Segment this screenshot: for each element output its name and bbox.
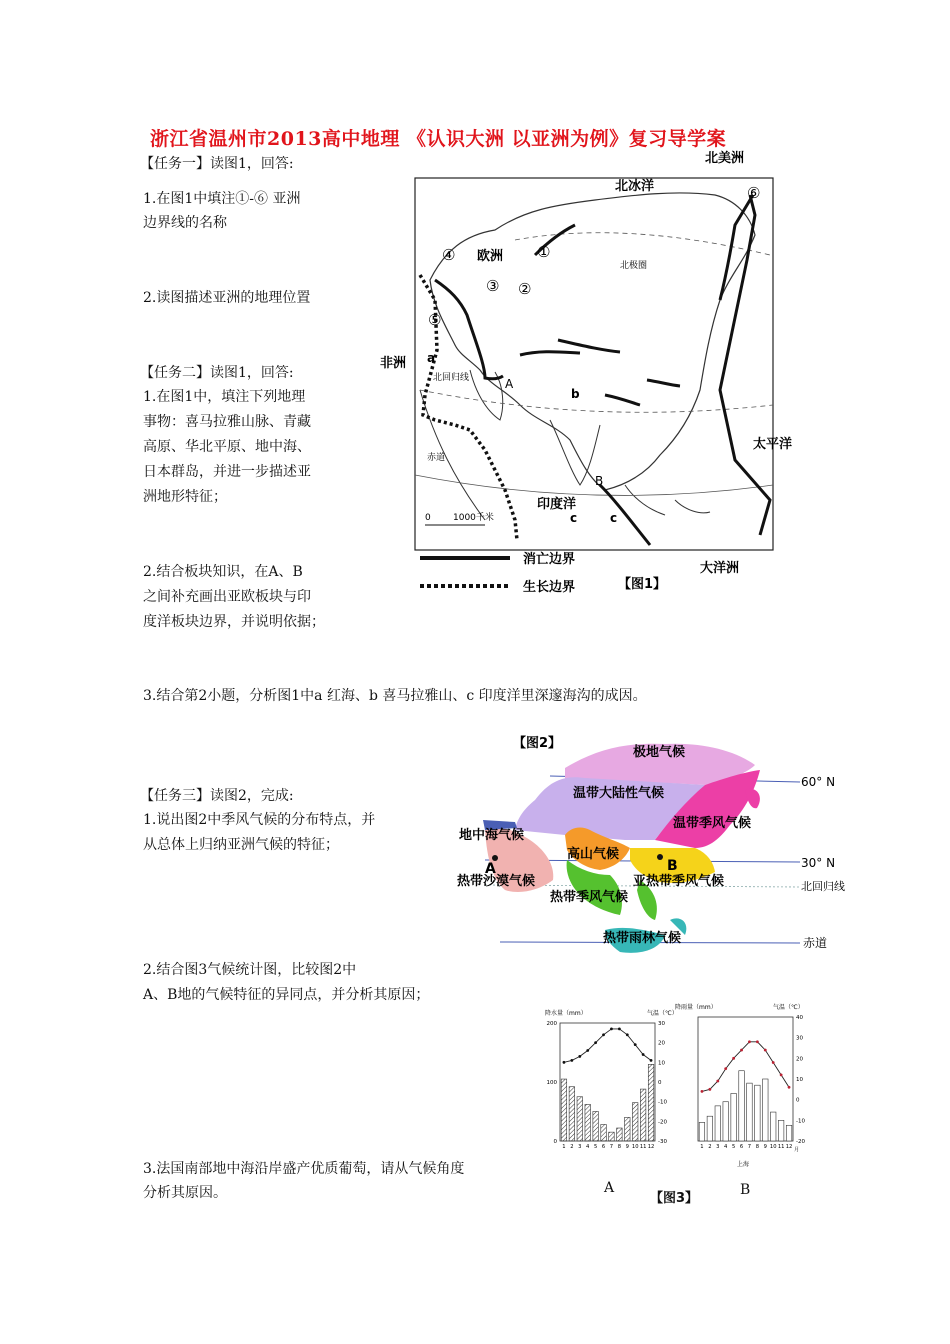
temp-tick-label: 10: [796, 1077, 803, 1083]
fig3-label-b: B: [740, 1182, 751, 1198]
temperature-line: [564, 1029, 651, 1062]
temp-tick-label: -10: [658, 1099, 667, 1106]
temp-tick-label: 40: [796, 1015, 803, 1021]
temperature-point: [748, 1040, 751, 1043]
figure-1-map: [375, 140, 795, 600]
point-b: B: [595, 474, 604, 488]
precip-bar: [569, 1087, 575, 1141]
month-tick-label: 11: [639, 1144, 647, 1150]
scale-zero: 0: [425, 513, 431, 523]
temp-tick-label: 0: [658, 1080, 662, 1086]
month-tick-label: 10: [631, 1144, 639, 1150]
figure-2-map: [455, 730, 845, 965]
temperature-point: [724, 1067, 727, 1070]
task2-q3: 3.结合第2小题，分析图1中a 红海、b 喜马拉雅山、c 印度洋里深邃海沟的成因。: [143, 688, 647, 704]
precip-tick-label: 0: [553, 1139, 557, 1145]
month-tick-label: 2: [570, 1144, 574, 1150]
temperature-point: [788, 1086, 791, 1089]
temperature-point: [578, 1055, 581, 1058]
temp-tick-label: -30: [658, 1139, 667, 1145]
month-tick-label: 5: [593, 1144, 598, 1150]
africa-label: 非洲: [380, 356, 407, 371]
precip-bar: [617, 1128, 623, 1141]
task2-q1-line: 日本群岛，并进一步描述亚: [143, 464, 311, 480]
tropic-label: 北回归线: [433, 373, 470, 383]
month-tick-label: 11: [777, 1144, 785, 1150]
precip-bar: [625, 1117, 631, 1141]
marker-3: ③: [486, 277, 500, 295]
task2-q1-line: 事物：喜马拉雅山脉、青藏: [143, 414, 311, 430]
figure-3-caption: 【图3】: [650, 1191, 699, 1206]
climate-chart-b: [675, 1003, 805, 1168]
temp-tick-label: 0: [796, 1097, 800, 1104]
task1-q2: 2.读图描述亚洲的地理位置: [143, 290, 311, 306]
precip-bar: [601, 1124, 607, 1141]
precip-tick-label: 100: [546, 1080, 557, 1086]
chart-a-temp-label: 气温（℃）: [647, 1010, 678, 1017]
task2-q1-line: 高原、华北平原、地中海、: [143, 439, 311, 455]
oceania-label: 大洋洲: [700, 561, 740, 576]
temperature-point: [618, 1028, 621, 1031]
month-tick-label: 5: [731, 1144, 736, 1150]
month-tick-label: 6: [739, 1144, 744, 1150]
temp-tick-label: 10: [658, 1060, 665, 1067]
month-tick-label: 7: [747, 1144, 752, 1150]
task3-q2-line: A、B地的气候特征的异同点，并分析其原因；: [143, 987, 430, 1003]
temp-tick-label: 20: [658, 1040, 665, 1047]
lat60-label: 60° N: [801, 775, 836, 789]
climate-chart-a: [545, 1009, 678, 1150]
marker-5: ⑤: [428, 311, 442, 329]
precip-bar: [747, 1083, 753, 1141]
temperature-point: [701, 1090, 704, 1093]
tropic-label: 北回归线: [801, 880, 845, 893]
task2-q1-line: 1.在图1中，填注下列地理: [143, 389, 306, 405]
point-a-label: A: [485, 861, 496, 877]
task2-heading: 【任务二】读图1，回答:: [140, 365, 294, 381]
precip-bar: [609, 1132, 615, 1141]
temp-tick-label: 20: [796, 1056, 803, 1063]
precip-bar: [593, 1112, 599, 1142]
precip-bar: [707, 1116, 713, 1141]
label-b: b: [571, 387, 580, 401]
temperature-point: [740, 1049, 743, 1052]
precip-bar: [786, 1125, 792, 1141]
temp-tick-label: 30: [658, 1021, 665, 1027]
task2-q1-line: 洲地形特征；: [143, 489, 227, 505]
equator-label: 赤道: [803, 936, 828, 950]
task2-q2-line: 2.结合板块知识，在A、B: [143, 564, 303, 580]
month-tick-label: 12: [785, 1144, 793, 1150]
task2-q2-line: 度洋板块边界，并说明依据；: [143, 614, 325, 630]
legend-growth: 生长边界: [523, 580, 576, 595]
tropical-monsoon-label: 热带季风气候: [550, 890, 629, 905]
pacific-label: 太平洋: [753, 437, 793, 452]
month-tick-label: 4: [724, 1144, 728, 1150]
task3-q1-line: 从总体上归纳亚洲气候的特征；: [143, 837, 339, 853]
month-tick-label: 3: [578, 1144, 582, 1150]
temperature-point: [772, 1061, 775, 1064]
temperature-point: [708, 1088, 711, 1091]
map-frame: [415, 178, 773, 550]
europe-label: 欧洲: [477, 249, 504, 264]
temperature-point: [780, 1073, 783, 1076]
label-a: a: [427, 351, 436, 365]
chart-b-station: 上海: [737, 1161, 750, 1168]
precip-tick-label: 200: [546, 1021, 557, 1027]
temperature-point: [570, 1059, 573, 1062]
task3-heading: 【任务三】读图2，完成:: [140, 788, 294, 804]
month-tick-label: 2: [708, 1144, 712, 1150]
task3-q1-line: 1.说出图2中季风气候的分布特点，并: [143, 812, 376, 828]
task2-q2-line: 之间补充画出亚欧板块与印: [143, 589, 311, 605]
month-tick-label: 12: [647, 1144, 655, 1150]
precip-bar: [699, 1122, 705, 1141]
task3-q3-line: 分析其原因。: [143, 1185, 227, 1201]
precip-bar: [715, 1106, 721, 1141]
month-tick-label: 6: [601, 1144, 606, 1150]
temperature-point: [610, 1028, 613, 1031]
temperature-point: [716, 1080, 719, 1083]
month-tick-label: 1: [700, 1144, 704, 1150]
temperature-point: [626, 1033, 629, 1036]
equator-label: 赤道: [427, 453, 446, 463]
desert-label: 热带沙漠气候: [457, 874, 536, 889]
temperature-point: [764, 1049, 767, 1052]
polar-label: 极地气候: [633, 745, 686, 760]
figure-3-charts: [535, 1003, 815, 1168]
month-tick-label: 10: [769, 1144, 777, 1150]
fig3-label-a: A: [604, 1180, 615, 1196]
figure-1-caption: 【图1】: [618, 577, 667, 592]
temperature-point: [594, 1041, 597, 1044]
precip-bar: [763, 1079, 769, 1141]
continental-label: 温带大陆性气候: [573, 786, 665, 801]
temp-tick-label: -20: [658, 1119, 667, 1126]
mediterranean-label: 地中海气候: [459, 828, 525, 843]
marker-4: ④: [442, 246, 456, 264]
temp-tick-label: -10: [796, 1118, 805, 1125]
precip-bar: [648, 1064, 654, 1141]
temp-tick-label: -20: [796, 1139, 805, 1145]
highland-label: 高山气候: [567, 847, 620, 862]
marker-2: ②: [518, 280, 532, 298]
precip-bar: [770, 1112, 776, 1141]
precip-bar: [755, 1085, 761, 1141]
scale-label: 1000千米: [453, 513, 494, 523]
month-tick-label: 9: [625, 1144, 629, 1150]
temperature-point: [586, 1049, 589, 1052]
chart-a-precip-label: 降水量（mm）: [545, 1010, 587, 1017]
month-tick-label: 1: [562, 1144, 566, 1150]
chart-b-precip-label: 降雨量（mm）: [675, 1004, 717, 1011]
marker-1: ①: [537, 243, 551, 261]
indian-ocean-label: 印度洋: [537, 497, 577, 512]
point-b-label: B: [667, 858, 678, 874]
precip-bar: [640, 1089, 646, 1141]
precip-bar: [731, 1093, 737, 1141]
temperature-point: [563, 1061, 566, 1064]
temperature-point: [650, 1059, 653, 1062]
temperature-point: [642, 1053, 645, 1056]
temperature-point: [732, 1057, 735, 1060]
precip-bar: [585, 1104, 591, 1141]
label-c: c: [570, 511, 578, 525]
task1-q1-line1: 1.在图1中填注①-⑥ 亚洲: [143, 191, 301, 207]
task3-q3-line: 3.法国南部地中海沿岸盛产优质葡萄，请从气候角度: [143, 1161, 465, 1177]
page-title: 浙江省温州市2013高中地理 《认识大洲 以亚洲为例》复习导学案: [150, 128, 727, 150]
precip-bar: [577, 1097, 583, 1141]
figure-2-caption: 【图2】: [513, 736, 562, 751]
temperature-line: [702, 1042, 789, 1092]
task1-heading: 【任务一】读图1，回答:: [140, 156, 294, 172]
temperature-point: [756, 1040, 759, 1043]
precip-bar: [778, 1120, 784, 1141]
chart-b-temp-label: 气温（℃）: [773, 1004, 804, 1011]
marker-6: ⑥: [747, 184, 761, 202]
point-b-marker: [657, 854, 663, 860]
temp-tick-label: 30: [796, 1035, 803, 1042]
month-tick-label: 9: [763, 1144, 767, 1150]
precip-bar: [632, 1103, 638, 1141]
month-tick-label: 7: [609, 1144, 614, 1150]
arctic-circle-label: 北极圈: [620, 261, 648, 271]
month-tick-label: 8: [755, 1144, 760, 1150]
task1-q1-line2: 边界线的名称: [143, 215, 227, 231]
month-tick-label: 8: [617, 1144, 622, 1150]
north-america-label: 北美洲: [705, 151, 745, 166]
temperature-point: [602, 1033, 605, 1036]
label-c: c: [610, 511, 618, 525]
arctic-ocean-label: 北冰洋: [615, 179, 655, 194]
point-a: A: [505, 377, 514, 391]
precip-bar: [561, 1079, 567, 1141]
precip-bar: [723, 1102, 729, 1141]
task3-q2-line: 2.结合图3气候统计图，比较图2中: [143, 962, 357, 978]
temperate-monsoon-label: 温带季风气候: [673, 816, 752, 831]
lat30-label: 30° N: [801, 856, 836, 870]
subtropical-label: 亚热带季风气候: [633, 874, 725, 889]
legend-subduction: 消亡边界: [523, 552, 576, 567]
month-tick-label: 4: [586, 1144, 590, 1150]
month-unit-label: 月: [794, 1147, 800, 1153]
rainforest-label: 热带雨林气候: [603, 931, 682, 946]
month-tick-label: 3: [716, 1144, 720, 1150]
precip-bar: [739, 1071, 745, 1141]
temperature-point: [634, 1043, 637, 1046]
